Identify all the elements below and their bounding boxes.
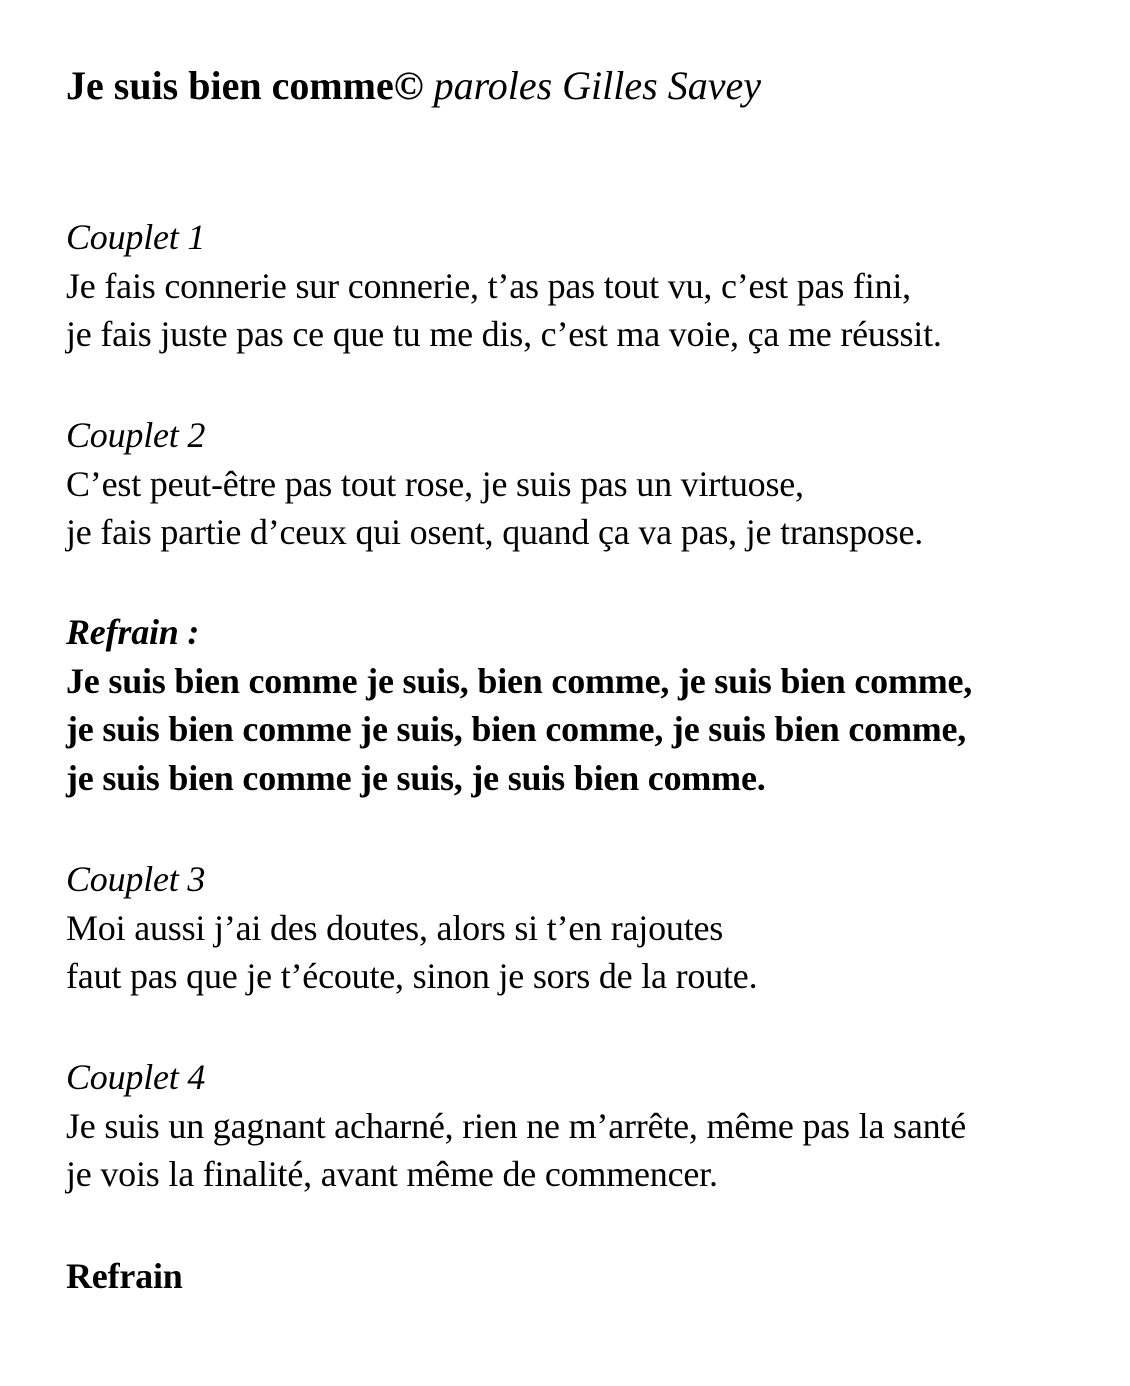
chorus-line-1: Je suis bien comme je suis, bien comme, je suis bien comme,: [66, 660, 973, 701]
verse-4-line-1: Je suis un gagnant acharné, rien ne m’arrête, même pas la santé: [66, 1105, 967, 1146]
chorus-line-3: je suis bien comme je suis, je suis bien comme.: [66, 757, 766, 798]
verse-1-line-1: Je fais connerie sur connerie, t’as pas tout vu, c’est pas fini,: [66, 265, 911, 306]
chorus-repeat-heading: Refrain: [66, 1256, 183, 1296]
verse-3-line-2: faut pas que je t’écoute, sinon je sors de la route.: [66, 956, 758, 996]
lyrics-credit: paroles Gilles Savey: [433, 63, 761, 108]
chorus: [66, 608, 1116, 802]
verse-4-heading: Couplet 4: [66, 1057, 206, 1097]
verse-1-heading: Couplet 1: [66, 217, 206, 257]
verse-2-line-2: je fais partie d’ceux qui osent, quand ça va pas, je transpose.: [66, 512, 924, 552]
verse-3: [66, 855, 1116, 1001]
verse-2: [66, 411, 1116, 557]
verse-2-heading: Couplet 2: [66, 415, 206, 455]
chorus-line-2: je suis bien comme je suis, bien comme, je suis bien comme,: [66, 709, 967, 749]
song-title: [66, 58, 761, 114]
verse-1: [66, 213, 1116, 359]
verse-2-line-1: C’est peut-être pas tout rose, je suis pas un virtuose,: [66, 463, 804, 504]
chorus-heading: Refrain :: [66, 612, 200, 652]
verse-3-heading: Couplet 3: [66, 859, 206, 899]
verse-4: [66, 1053, 1116, 1199]
song-title-main: Je suis bien comme©: [66, 63, 424, 108]
verse-1-line-2: je fais juste pas ce que tu me dis, c’est ma voie, ça me réussit.: [66, 314, 942, 354]
chorus-repeat: [66, 1252, 1116, 1301]
verse-4-line-2: je vois la finalité, avant même de commencer.: [66, 1154, 718, 1194]
verse-3-line-1: Moi aussi j’ai des doutes, alors si t’en rajoutes: [66, 907, 724, 948]
